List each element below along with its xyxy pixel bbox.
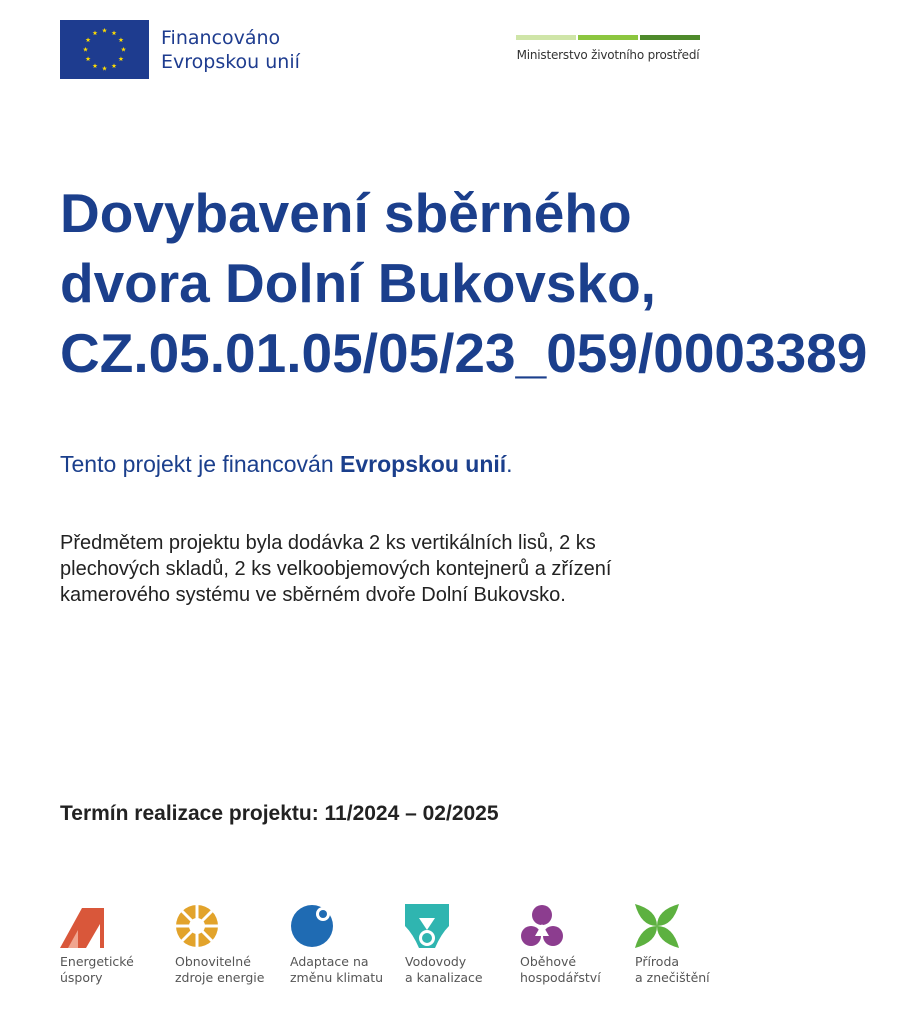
program-label-line2: zdroje energie — [175, 970, 265, 985]
program-item-circular — [520, 904, 635, 986]
funding-suffix: . — [506, 451, 513, 477]
description-line3: kamerového systému ve sběrném dvoře Dolní Bukovsko. — [60, 584, 566, 606]
program-label-line1: Adaptace na — [290, 954, 369, 969]
ministry-stripe-dark — [640, 35, 700, 40]
program-label — [405, 954, 520, 986]
program-label — [60, 954, 175, 986]
program-label-line2: hospodářství — [520, 970, 601, 985]
climate-adaptation-icon — [290, 904, 334, 948]
eu-logo — [60, 20, 300, 79]
circular-economy-icon — [520, 904, 564, 948]
program-label-line1: Energetické — [60, 954, 134, 969]
program-label-line1: Příroda — [635, 954, 680, 969]
renewable-energy-icon — [175, 904, 219, 948]
description-line2: plechových skladů, 2 ks velkoobjemových kontejnerů a zřízení — [60, 558, 612, 580]
title-line2: dvora Dolní Bukovsko, — [60, 252, 656, 314]
program-label — [175, 954, 290, 986]
program-label-line1: Obnovitelné — [175, 954, 251, 969]
program-item-climate — [290, 904, 405, 986]
program-label-line2: a kanalizace — [405, 970, 483, 985]
program-label-line1: Oběhové — [520, 954, 577, 969]
title-line3: CZ.05.01.05/05/23_059/0003389 — [60, 322, 868, 384]
program-item-nature — [635, 904, 750, 986]
ministry-stripes — [516, 35, 700, 40]
ministry-logo — [516, 35, 700, 62]
eu-funded-line2: Evropskou unií — [161, 50, 300, 73]
project-term: Termín realizace projektu: 11/2024 – 02/2025 — [60, 802, 499, 825]
program-label-line2: a znečištění — [635, 970, 710, 985]
project-title — [60, 178, 867, 388]
energy-savings-icon — [60, 904, 104, 948]
eu-funded-label — [161, 26, 300, 74]
title-line1: Dovybavení sběrného — [60, 182, 632, 244]
program-icons — [60, 904, 750, 986]
ministry-stripe-mid — [578, 35, 638, 40]
program-label-line1: Vodovody — [405, 954, 467, 969]
eu-funded-line1: Financováno — [161, 26, 281, 49]
funding-highlight: Evropskou unií — [340, 451, 507, 477]
water-supply-icon — [405, 904, 449, 948]
program-item-water — [405, 904, 520, 986]
nature-pollution-icon — [635, 904, 679, 948]
program-label-line2: změnu klimatu — [290, 970, 384, 985]
project-description — [60, 530, 700, 608]
ministry-stripe-light — [516, 35, 576, 40]
description-line1: Předmětem projektu byla dodávka 2 ks vertikálních lisů, 2 ks — [60, 532, 596, 554]
program-label-line2: úspory — [60, 970, 103, 985]
ministry-name: Ministerstvo životního prostředí — [516, 48, 700, 62]
program-label — [290, 954, 405, 986]
funding-statement — [60, 451, 513, 478]
program-item-renewable — [175, 904, 290, 986]
program-label — [635, 954, 750, 986]
program-label — [520, 954, 635, 986]
funding-prefix: Tento projekt je financován — [60, 451, 341, 477]
eu-flag-icon — [60, 20, 149, 79]
program-item-energy — [60, 904, 175, 986]
